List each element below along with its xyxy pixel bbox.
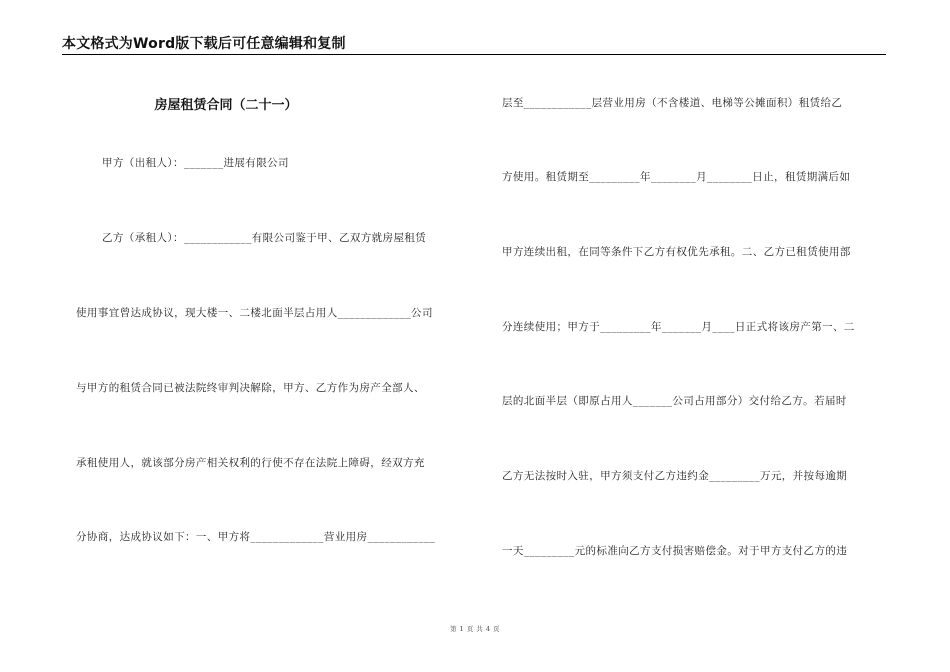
right-line-4: 分连续使用；甲方于_________年_______月____日正式将该房产第一、二 [502, 321, 855, 333]
right-line-6: 乙方无法按时入驻，甲方须支付乙方违约金_________万元，并按每逾期 [502, 470, 848, 482]
right-line-7: 一天_________元的标准向乙方支付损害赔偿金。对于甲方支付乙方的违 [502, 545, 848, 557]
left-line-1: 甲方（出租人）：_______进展有限公司 [102, 157, 289, 169]
right-line-5: 层的北面半层（即原占用人_______公司占用部分）交付给乙方。若届时 [502, 395, 847, 407]
document-title: 房屋租赁合同（二十一） [154, 98, 298, 113]
left-line-5: 承租使用人，就该部分房产相关权利的行使不存在法院上障碍，经双方充 [76, 457, 425, 469]
left-line-6: 分协商，达成协议如下：一、甲方将_____________营业用房____________ [76, 531, 436, 543]
page-footer: 第 1 页 共 4 页 [449, 625, 501, 633]
left-line-3: 使用事宜曾达成协议，现大楼一、二楼北面半层占用人_____________公司 [76, 307, 433, 319]
page-header [62, 30, 886, 55]
right-line-1: 层至____________层营业用房（不含楼道、电梯等公摊面积）租赁给乙 [502, 97, 843, 109]
header-title: 本文格式为Word版下载后可任意编辑和复制 [62, 36, 346, 52]
left-line-4: 与甲方的租赁合同已被法院终审判决解除，甲方、乙方作为房产全部人、 [76, 382, 425, 394]
left-line-2: 乙方（承租人）：____________有限公司鉴于甲、乙双方就房屋租赁 [102, 232, 427, 244]
right-line-3: 甲方连续出租，在同等条件下乙方有权优先承租。二、乙方已租赁使用部 [502, 246, 851, 258]
right-line-2: 方使用。租赁期至_________年________月________日止，租赁期满后如 [502, 171, 851, 183]
